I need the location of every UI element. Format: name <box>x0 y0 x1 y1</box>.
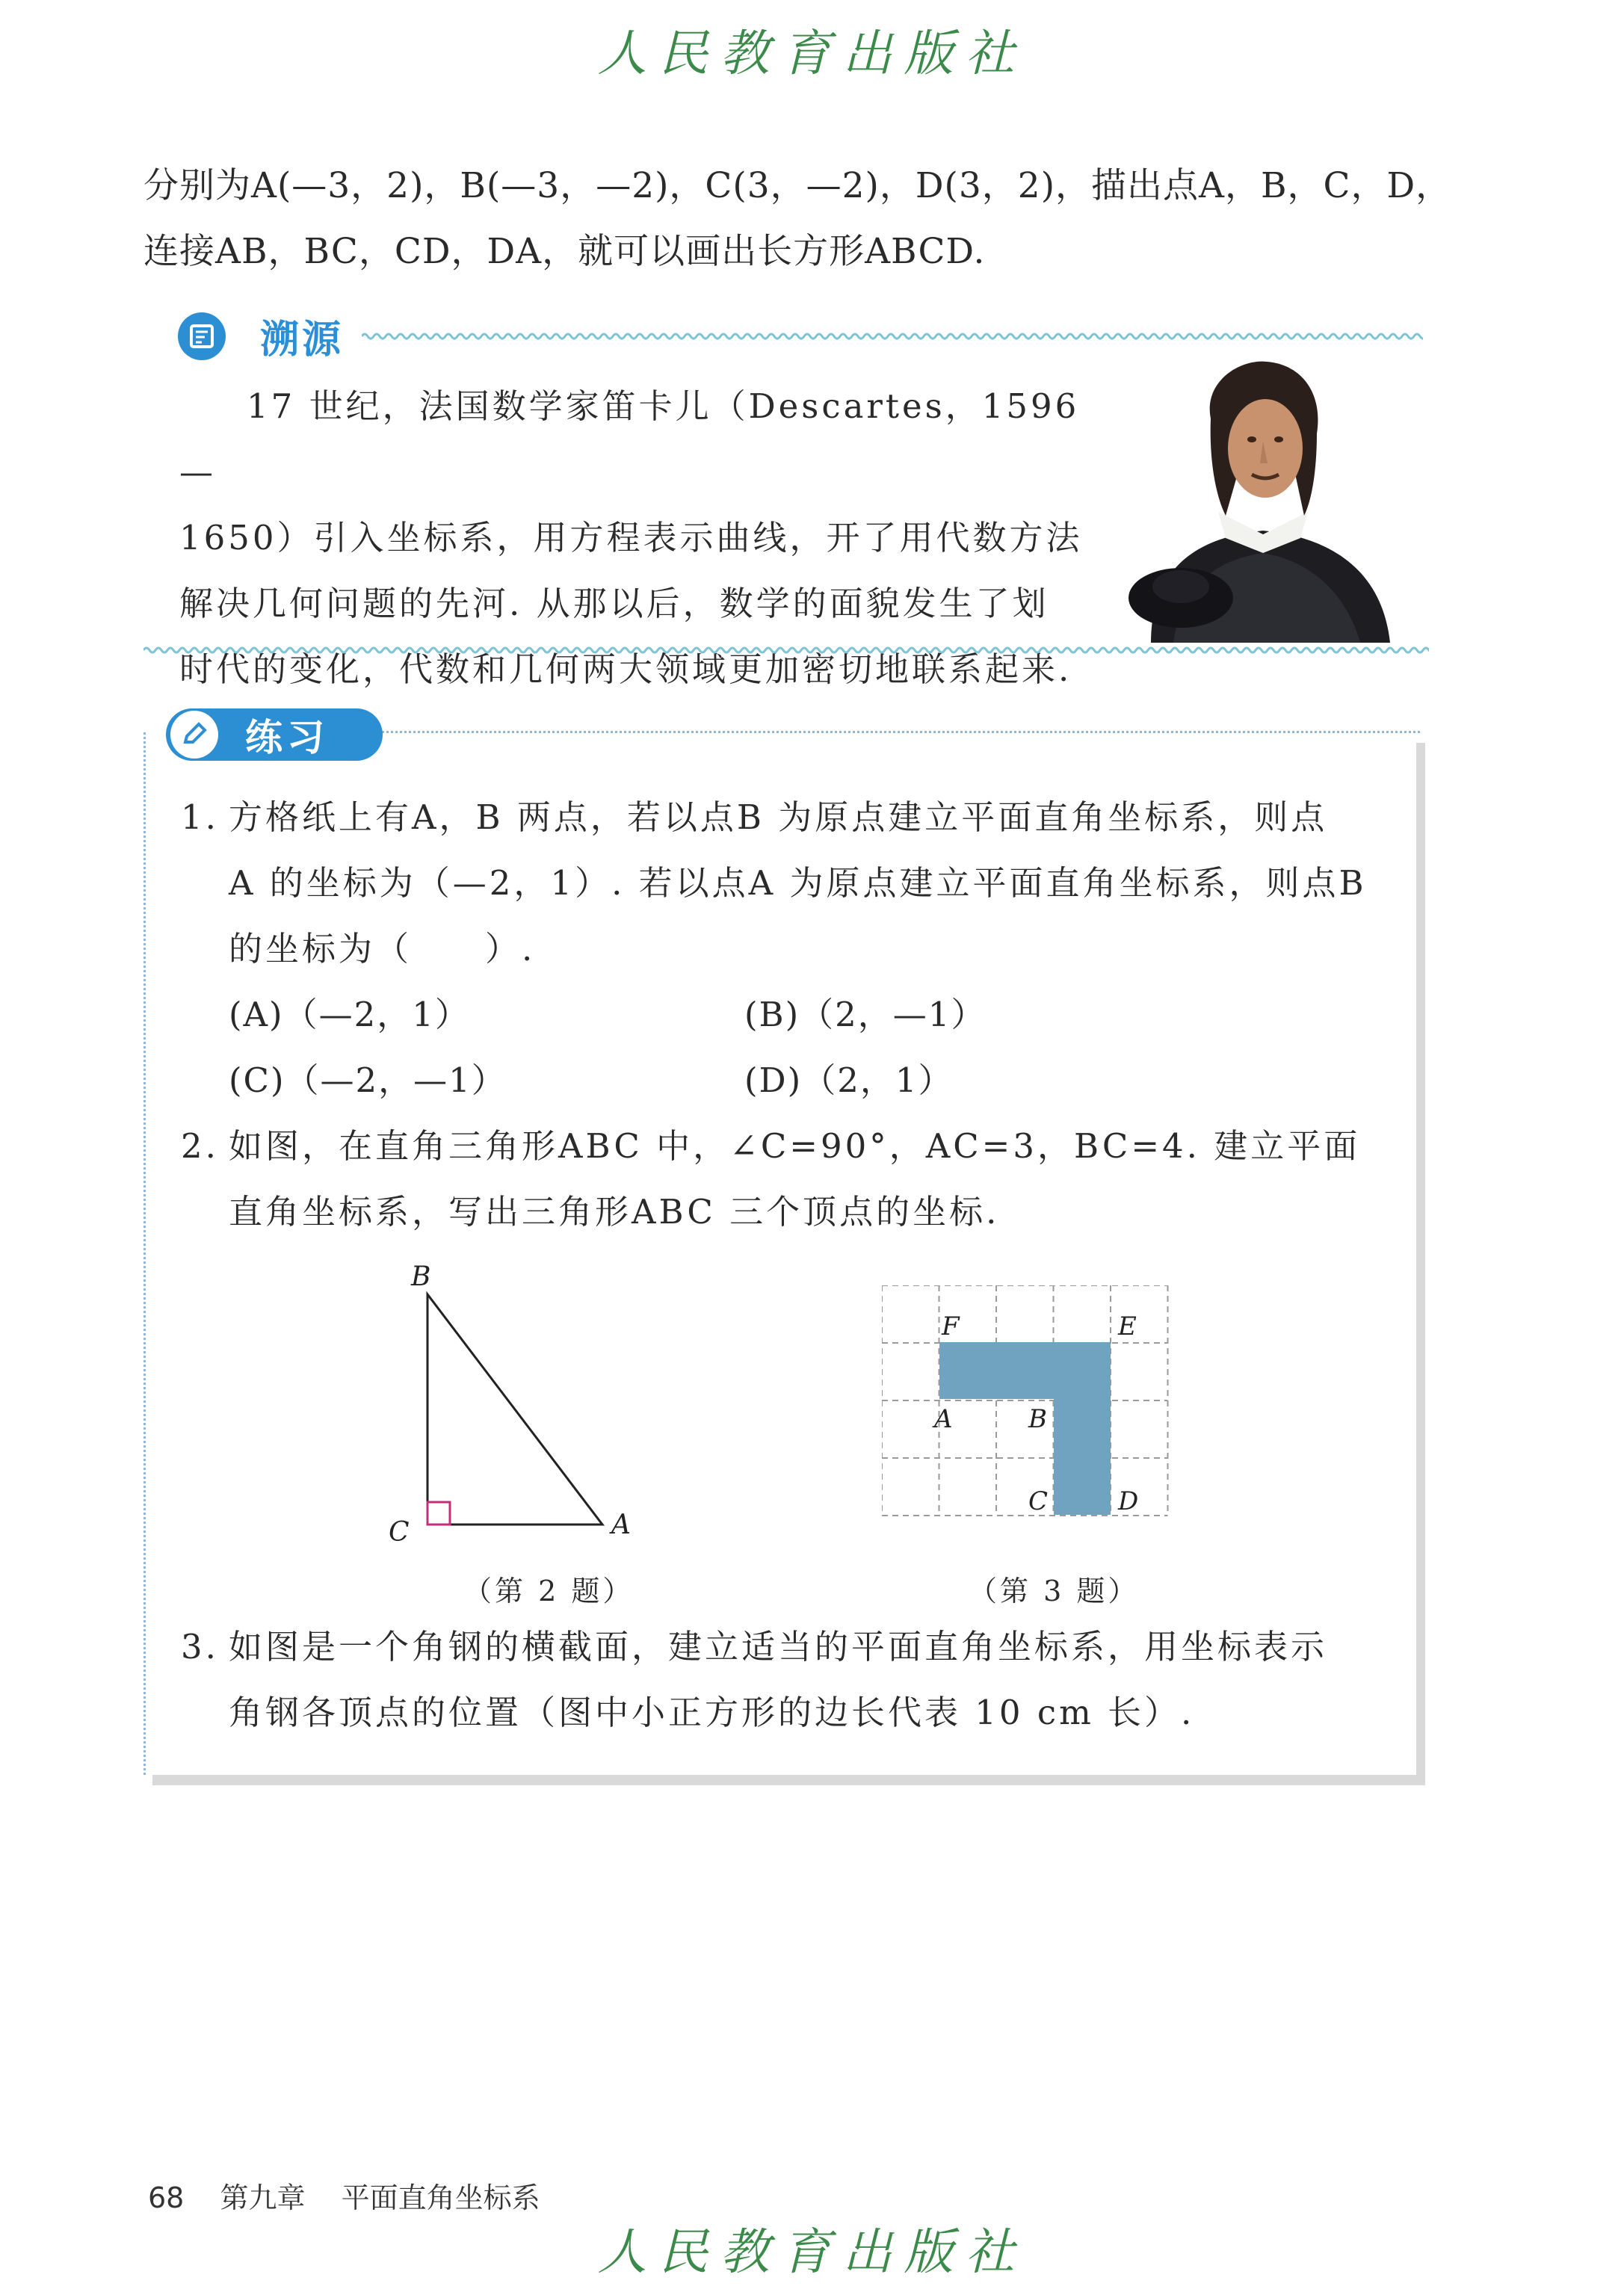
book-icon <box>178 312 226 360</box>
figure-3-angle-steel <box>882 1285 1181 1525</box>
vertex-label-b: B <box>411 1261 431 1292</box>
question-1 <box>181 785 1407 982</box>
publisher-logo-bottom: 人民教育出版社 <box>597 2223 1027 2281</box>
question-2-line-2: 直角坐标系，写出三角形ABC 三个顶点的坐标. <box>229 1192 1000 1232</box>
question-2 <box>181 1113 1407 1245</box>
page-number: 68 <box>148 2181 185 2214</box>
vertex-label-f: F <box>942 1312 960 1341</box>
wavy-divider-top <box>362 329 1423 344</box>
source-line-1: 17 世纪，法国数学家笛卡儿（Descartes，1596— <box>179 386 1080 492</box>
question-3 <box>181 1614 1407 1746</box>
page-footer <box>148 2175 540 2216</box>
source-box-header <box>178 308 344 364</box>
vertex-label-a: A <box>934 1404 953 1434</box>
source-box-title: 溯源 <box>260 318 345 362</box>
exercise-panel-top-border <box>374 731 1420 733</box>
intro-line-2: 连接AB，BC，CD，DA，就可以画出长方形ABCD. <box>143 231 986 272</box>
question-1-number: 1. <box>181 797 219 837</box>
question-2-number: 2. <box>181 1126 219 1166</box>
exercise-tab-label: 练习 <box>245 716 329 759</box>
source-line-4: 时代的变化，代数和几何两大领域更加密切地联系起来. <box>179 649 1072 689</box>
pencil-icon <box>170 711 218 759</box>
chapter-title: 平面直角坐标系 <box>341 2181 540 2214</box>
question-1-line-3: 的坐标为（ ）. <box>229 929 536 969</box>
vertex-label-b: B <box>1028 1404 1047 1434</box>
question-1-line-1: 方格纸上有A，B 两点，若以点B 为原点建立平面直角坐标系，则点 <box>229 797 1328 837</box>
question-1-option-d: (D)（2，1） <box>744 1060 954 1100</box>
question-1-option-b: (B)（2，—1） <box>744 995 987 1034</box>
vertex-label-c: C <box>1028 1486 1049 1516</box>
figure-3-caption: （第 3 题） <box>969 1575 1140 1607</box>
chapter-number: 第九章 <box>220 2181 306 2214</box>
question-3-line-1: 如图是一个角钢的横截面，建立适当的平面直角坐标系，用坐标表示 <box>229 1627 1328 1667</box>
source-line-3: 解决几何问题的先河. 从那以后，数学的面貌发生了划 <box>179 584 1049 623</box>
question-1-option-c: (C)（—2，—1） <box>229 1060 507 1100</box>
question-3-line-2: 角钢各顶点的位置（图中小正方形的边长代表 10 cm 长）. <box>229 1693 1195 1732</box>
intro-paragraph <box>143 153 1459 285</box>
descartes-portrait <box>1121 351 1405 643</box>
triangle-abc <box>427 1294 602 1525</box>
vertex-label-a: A <box>611 1510 631 1540</box>
vertex-label-d: D <box>1118 1486 1139 1516</box>
figure-2-triangle <box>381 1255 680 1554</box>
right-angle-marker <box>427 1502 450 1525</box>
question-3-number: 3. <box>181 1627 219 1667</box>
vertex-label-c: C <box>389 1517 410 1548</box>
angle-steel-shape <box>939 1342 1111 1515</box>
intro-line-1: 分别为A(—3，2)，B(—3，—2)，C(3，—2)，D(3，2)，描出点A，B，C，D， <box>143 165 1452 206</box>
question-1-option-a: (A)（—2，1） <box>229 995 470 1034</box>
publisher-logo-top: 人民教育出版社 <box>597 25 1027 82</box>
question-2-line-1: 如图，在直角三角形ABC 中，∠C=90°，AC=3，BC=4. 建立平面 <box>229 1126 1361 1166</box>
wavy-divider-bottom <box>143 643 1429 658</box>
exercise-tab <box>166 708 383 761</box>
source-line-2: 1650）引入坐标系，用方程表示曲线，开了用代数方法 <box>179 518 1083 557</box>
figure-2-caption: （第 2 题） <box>463 1575 635 1607</box>
question-1-line-2: A 的坐标为（—2，1）. 若以点A 为原点建立平面直角坐标系，则点B <box>229 863 1367 903</box>
vertex-label-e: E <box>1118 1312 1137 1341</box>
